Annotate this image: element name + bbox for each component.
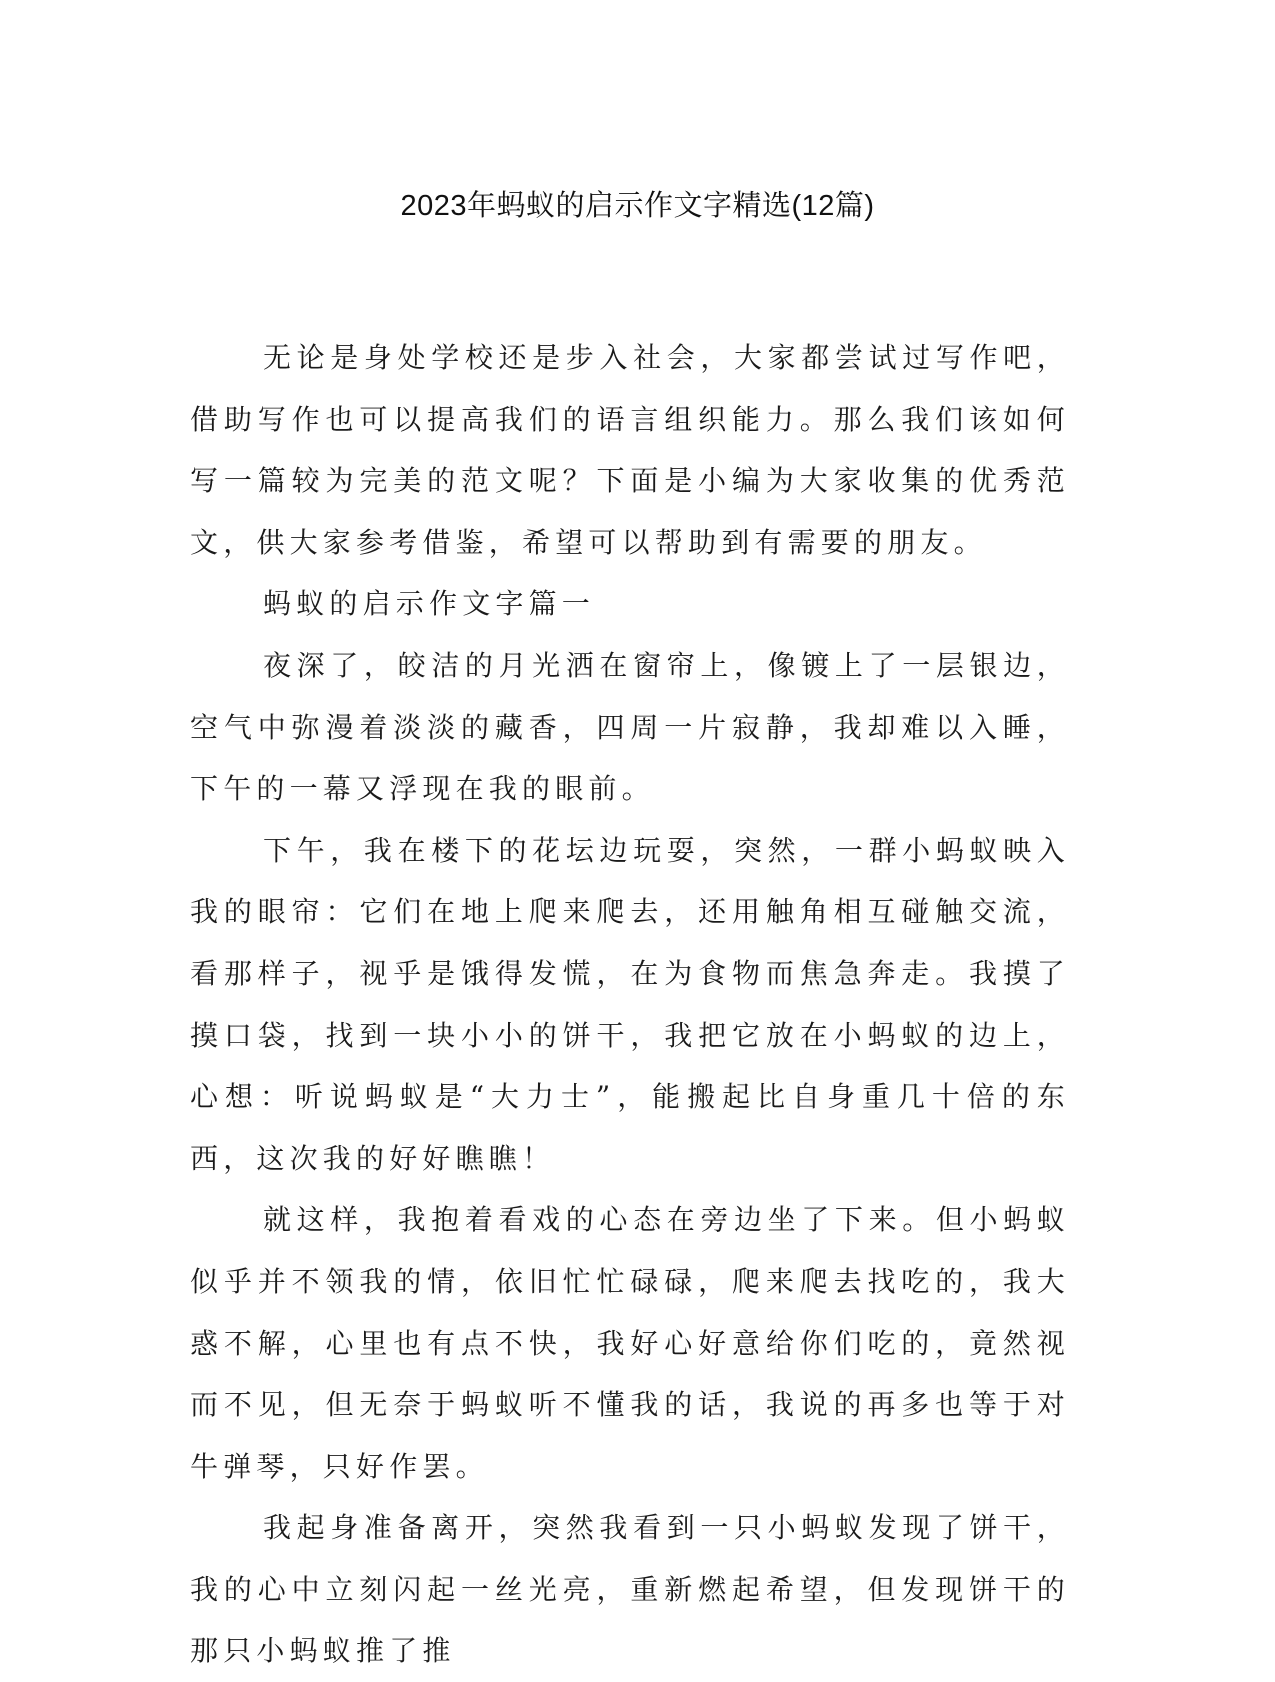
paragraph: 夜深了，皎洁的月光洒在窗帘上，像镀上了一层银边，空气中弥漫着淡淡的藏香，四周一片寂静，我却难以入睡，下午的一幕又浮现在我的眼前。 [190, 648, 1070, 806]
section-heading-1: 蚂蚁的启示作文字篇一 [263, 587, 596, 621]
document-title: 2023年蚂蚁的启示作文字精选(12篇) [400, 190, 875, 222]
paragraph: 我起身准备离开，突然我看到一只小蚂蚁发现了饼干，我的心中立刻闪起一丝光亮，重新燃起希望，但发现饼干的那只小蚂蚁推了推 [190, 1511, 1070, 1668]
paragraph: 下午，我在楼下的花坛边玩耍，突然，一群小蚂蚁映入我的眼帘：它们在地上爬来爬去，还用触角相互碰触交流，看那样子，视乎是饿得发慌，在为食物而焦急奔走。我摸了摸口袋，找到一块小小的饼干，我把它放在小蚂蚁的边上，心想：听说蚂蚁是“大力士”，能搬起比自身重几十倍的东西，这次我的好好瞧瞧！ [190, 833, 1070, 1175]
paragraph: 就这样，我抱着看戏的心态在旁边坐了下来。但小蚂蚁似乎并不领我的情，依旧忙忙碌碌，爬来爬去找吃的，我大惑不解，心里也有点不快，我好心好意给你们吃的，竟然视而不见，但无奈于蚂蚁听不懂我的话，我说的再多也等于对牛弹琴，只好作罢。 [190, 1203, 1070, 1483]
document-body [190, 327, 1070, 1682]
paragraph-intro: 无论是身处学校还是步入社会，大家都尝试过写作吧，借助写作也可以提高我们的语言组织能力。那么我们该如何写一篇较为完美的范文呢？下面是小编为大家收集的优秀范文，供大家参考借鉴，希望可以帮助到有需要的朋友。 [190, 341, 1070, 559]
